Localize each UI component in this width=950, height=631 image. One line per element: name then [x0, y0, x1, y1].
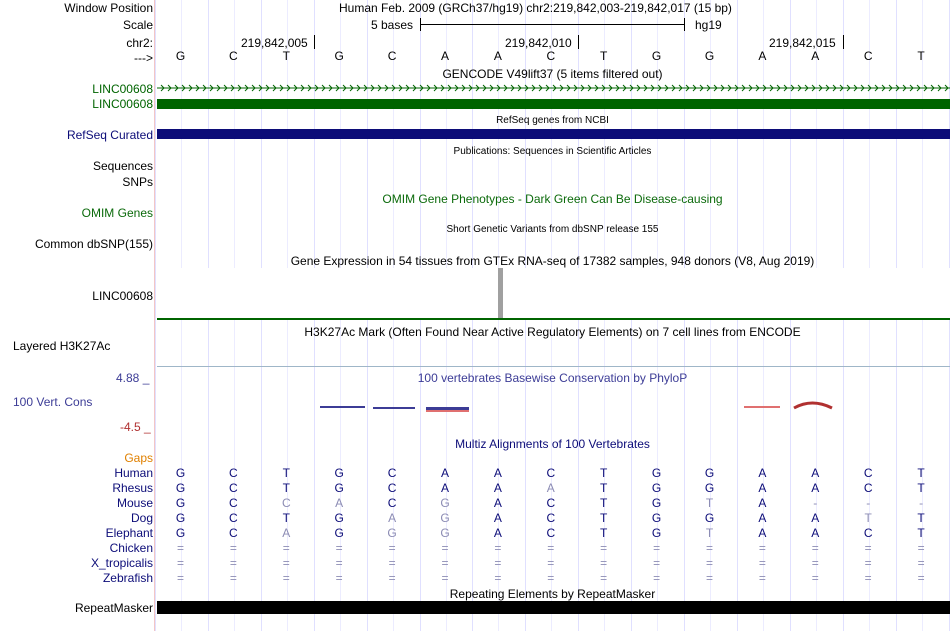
h3k27ac-label[interactable]: Layered H3K27Ac — [13, 339, 111, 353]
gtex-baseline — [157, 318, 950, 320]
reference-base: C — [387, 49, 397, 63]
alignment-base: C — [281, 496, 291, 510]
alignment-base: = — [705, 541, 713, 555]
phylop-min-label: -4.5 _ — [120, 420, 151, 434]
chrom-tick-label-1: 219,842,005 — [241, 36, 308, 50]
alignment-base: = — [282, 556, 290, 570]
gencode-track-title[interactable]: GENCODE V49lift37 (5 items filtered out) — [442, 67, 663, 81]
gencode-intron-arrows[interactable] — [157, 82, 950, 94]
alignment-base: A — [440, 481, 449, 495]
alignment-base: A — [493, 511, 502, 525]
alignment-base: = — [494, 541, 502, 555]
reference-base: T — [600, 49, 608, 63]
omim-label[interactable]: OMIM Genes — [81, 206, 153, 220]
scale-assembly: hg19 — [695, 18, 722, 32]
alignment-base: G — [387, 526, 397, 540]
alignment-base: A — [546, 481, 555, 495]
phylop-signal-3b — [426, 410, 469, 412]
alignment-base: C — [546, 466, 556, 480]
alignment-base: A — [493, 496, 502, 510]
gtex-track-title[interactable]: Gene Expression in 54 tissues from GTEx RNA-seq of 17382 samples, 948 donors (V8, Aug 2019) — [290, 254, 815, 268]
dbsnp-track-title[interactable]: Short Genetic Variants from dbSNP release 155 — [446, 224, 659, 235]
reference-base: A — [440, 49, 449, 63]
alignment-base: A — [493, 481, 502, 495]
alignment-base: T — [600, 526, 608, 540]
phylop-signal-1 — [320, 406, 365, 408]
alignment-base: A — [811, 466, 820, 480]
alignment-base: = — [917, 541, 925, 555]
reference-base: A — [493, 49, 502, 63]
alignment-base: = — [758, 571, 766, 585]
alignment-base: = — [917, 571, 925, 585]
alignment-base: = — [494, 556, 502, 570]
alignment-base: A — [440, 466, 449, 480]
alignment-base: C — [229, 466, 238, 480]
alignment-base: C — [863, 481, 873, 495]
species-label-chicken[interactable]: Chicken — [109, 541, 153, 555]
phylop-signal-4 — [744, 406, 780, 408]
chrom-tick-mark-3 — [843, 35, 844, 49]
alignment-base: C — [546, 511, 556, 525]
alignment-base: G — [651, 496, 662, 510]
alignment-base: A — [811, 481, 820, 495]
alignment-base: = — [388, 541, 396, 555]
alignment-base: T — [864, 511, 872, 525]
alignment-base: C — [387, 481, 397, 495]
alignment-base: = — [864, 556, 872, 570]
alignment-base: = — [758, 556, 766, 570]
alignment-base: T — [282, 466, 290, 480]
alignment-base: = — [705, 571, 713, 585]
species-label-dog[interactable]: Dog — [130, 511, 153, 525]
reference-base: C — [863, 49, 873, 63]
h3k27ac-divider — [157, 366, 950, 367]
alignment-base: = — [441, 571, 449, 585]
alignment-base: G — [175, 526, 186, 540]
chrom-tick-label-3: 219,842,015 — [769, 36, 836, 50]
species-label-zebrafish[interactable]: Zebrafish — [102, 571, 153, 585]
alignment-base: = — [600, 541, 608, 555]
reference-base: G — [651, 49, 662, 63]
omim-track-title[interactable]: OMIM Gene Phenotypes - Dark Green Can Be Disease-causing — [382, 192, 723, 206]
reference-base: G — [704, 49, 715, 63]
alignment-base: C — [387, 466, 397, 480]
gencode-label-2[interactable]: LINC00608 — [92, 97, 153, 111]
alignment-base: G — [440, 511, 450, 525]
alignment-base: = — [705, 556, 713, 570]
h3k27ac-track-title[interactable]: H3K27Ac Mark (Often Found Near Active Regulatory Elements) on 7 cell lines from ENCODE — [304, 325, 801, 339]
chrom-label: chr2: — [126, 36, 153, 50]
alignment-base: G — [440, 496, 450, 510]
alignment-base: G — [334, 511, 344, 525]
alignment-base: = — [229, 556, 237, 570]
alignment-base: = — [229, 571, 237, 585]
alignment-base: - — [919, 496, 924, 510]
alignment-base: C — [546, 496, 556, 510]
gtex-expression-bar[interactable] — [498, 268, 503, 318]
alignment-base: = — [600, 556, 608, 570]
alignment-base: C — [229, 511, 238, 525]
alignment-base: A — [758, 526, 767, 540]
scale-label: Scale — [122, 18, 153, 32]
alignment-base: T — [917, 481, 925, 495]
alignment-base: T — [600, 511, 608, 525]
alignment-base: = — [653, 541, 661, 555]
alignment-base: G — [334, 526, 344, 540]
refseq-exon-bar[interactable] — [157, 129, 950, 139]
alignment-base: = — [547, 556, 555, 570]
repeat-track-title[interactable]: Repeating Elements by RepeatMasker — [449, 587, 656, 601]
chrom-tick-label-2: 219,842,010 — [505, 36, 572, 50]
alignment-base: = — [229, 541, 237, 555]
reference-base: G — [334, 49, 344, 63]
alignment-base: = — [547, 571, 555, 585]
alignment-base: T — [600, 496, 608, 510]
alignment-base: = — [335, 556, 343, 570]
species-label-rhesus[interactable]: Rhesus — [112, 481, 153, 495]
alignment-base: = — [811, 541, 819, 555]
alignment-base: A — [388, 511, 397, 525]
reference-base: C — [229, 49, 238, 63]
alignment-base: A — [758, 466, 767, 480]
alignment-base: = — [864, 571, 872, 585]
alignment-base: G — [651, 481, 662, 495]
reference-base: G — [175, 49, 186, 63]
scale-bar-left-tick — [420, 18, 421, 31]
alignment-base: G — [175, 481, 186, 495]
alignment-base: A — [335, 496, 344, 510]
alignment-base: = — [176, 556, 184, 570]
dbsnp-label[interactable]: Common dbSNP(155) — [34, 237, 153, 251]
alignment-base: C — [863, 526, 873, 540]
refseq-track-title[interactable]: RefSeq genes from NCBI — [496, 115, 609, 126]
alignment-base: T — [917, 511, 925, 525]
alignment-base: G — [704, 511, 715, 525]
alignment-base: A — [758, 511, 767, 525]
alignment-base: C — [387, 496, 397, 510]
alignment-base: A — [282, 526, 291, 540]
phylop-max-label: 4.88 _ — [116, 371, 150, 385]
alignment-base: A — [811, 511, 820, 525]
phylop-label[interactable]: 100 Vert. Cons — [13, 395, 93, 409]
alignment-base: G — [440, 526, 450, 540]
alignment-base: = — [335, 571, 343, 585]
phylop-plot[interactable] — [157, 386, 950, 436]
phylop-signal-2 — [373, 407, 415, 409]
alignment-base: T — [705, 496, 714, 510]
alignment-base: G — [651, 466, 662, 480]
alignment-base: = — [388, 556, 396, 570]
alignment-base: T — [917, 526, 925, 540]
species-label-x_tropicalis[interactable]: X_tropicalis — [90, 556, 153, 570]
alignment-base: T — [600, 481, 608, 495]
alignment-base: = — [282, 571, 290, 585]
alignment-base: A — [493, 466, 502, 480]
alignment-base: = — [441, 541, 449, 555]
alignment-base: G — [704, 481, 715, 495]
refseq-label[interactable]: RefSeq Curated — [66, 128, 153, 142]
alignment-base: G — [704, 466, 715, 480]
alignment-base: = — [494, 571, 502, 585]
species-label-human[interactable]: Human — [114, 466, 153, 480]
alignment-base: = — [653, 556, 661, 570]
repeat-bar[interactable] — [157, 601, 950, 614]
alignment-base: = — [282, 541, 290, 555]
scale-bar-right-tick — [684, 18, 685, 31]
alignment-base: A — [758, 481, 767, 495]
sequences-label[interactable]: Sequences — [92, 159, 153, 173]
reference-base: A — [758, 49, 767, 63]
gtex-label[interactable]: LINC00608 — [92, 289, 153, 303]
window-position-label: Window Position — [64, 1, 153, 15]
alignment-base: T — [917, 466, 925, 480]
alignment-base: = — [388, 571, 396, 585]
alignment-base: = — [653, 571, 661, 585]
alignment-base: T — [282, 481, 290, 495]
alignment-base: C — [229, 481, 238, 495]
reference-base: A — [811, 49, 820, 63]
alignment-base: = — [176, 571, 184, 585]
scale-bar — [420, 24, 684, 25]
alignment-base: G — [175, 496, 186, 510]
species-label-elephant[interactable]: Elephant — [105, 526, 153, 540]
alignment-base: A — [811, 526, 820, 540]
alignment-base: C — [546, 526, 556, 540]
alignment-base: G — [334, 466, 344, 480]
alignment-base: G — [334, 481, 344, 495]
phylop-track-title[interactable]: 100 vertebrates Basewise Conservation by PhyloP — [417, 371, 688, 385]
alignment-base: = — [917, 556, 925, 570]
alignment-base: T — [282, 511, 290, 525]
gtex-white-block — [157, 268, 527, 318]
alignment-base: = — [811, 571, 819, 585]
gencode-label-1[interactable]: LINC00608 — [92, 82, 153, 96]
alignment-base: C — [229, 526, 238, 540]
alignment-base: - — [866, 496, 871, 510]
alignment-base: A — [493, 526, 502, 540]
scale-value: 5 bases — [371, 18, 414, 32]
alignment-base: = — [547, 541, 555, 555]
multiz-track-title[interactable]: Multiz Alignments of 100 Vertebrates — [455, 437, 650, 451]
window-position-value: Human Feb. 2009 (GRCh37/hg19) chr2:219,842,003-219,842,017 (15 bp) — [339, 1, 732, 15]
publications-track-title[interactable]: Publications: Sequences in Scientific Articles — [453, 146, 652, 157]
alignment-base: G — [651, 526, 662, 540]
strand-label: ---> — [134, 51, 153, 65]
alignment-base: C — [863, 466, 873, 480]
species-label-mouse[interactable]: Mouse — [116, 496, 153, 510]
reference-base: T — [917, 49, 925, 63]
gaps-label[interactable]: Gaps — [124, 451, 153, 465]
alignment-base: G — [175, 511, 186, 525]
repeat-label[interactable]: RepeatMasker — [74, 601, 153, 615]
alignment-base: C — [229, 496, 238, 510]
alignment-base: G — [651, 511, 662, 525]
reference-base: C — [546, 49, 556, 63]
alignment-base: = — [864, 541, 872, 555]
alignment-base: G — [175, 466, 186, 480]
gencode-exon-bar[interactable] — [157, 99, 950, 109]
alignment-base: = — [758, 541, 766, 555]
snps-label[interactable]: SNPs — [122, 175, 153, 189]
alignment-base: = — [335, 541, 343, 555]
phylop-signal-5 — [794, 403, 832, 408]
phylop-signal-3 — [426, 407, 469, 410]
alignment-base: - — [813, 496, 818, 510]
chrom-tick-mark-2 — [578, 35, 579, 49]
alignment-base: = — [176, 541, 184, 555]
alignment-base: T — [705, 526, 714, 540]
chrom-tick-mark-1 — [314, 35, 315, 49]
alignment-base: = — [600, 571, 608, 585]
alignment-base: = — [441, 556, 449, 570]
alignment-base: T — [600, 466, 608, 480]
alignment-base: = — [811, 556, 819, 570]
reference-base: T — [282, 49, 290, 63]
alignment-base: A — [758, 496, 767, 510]
